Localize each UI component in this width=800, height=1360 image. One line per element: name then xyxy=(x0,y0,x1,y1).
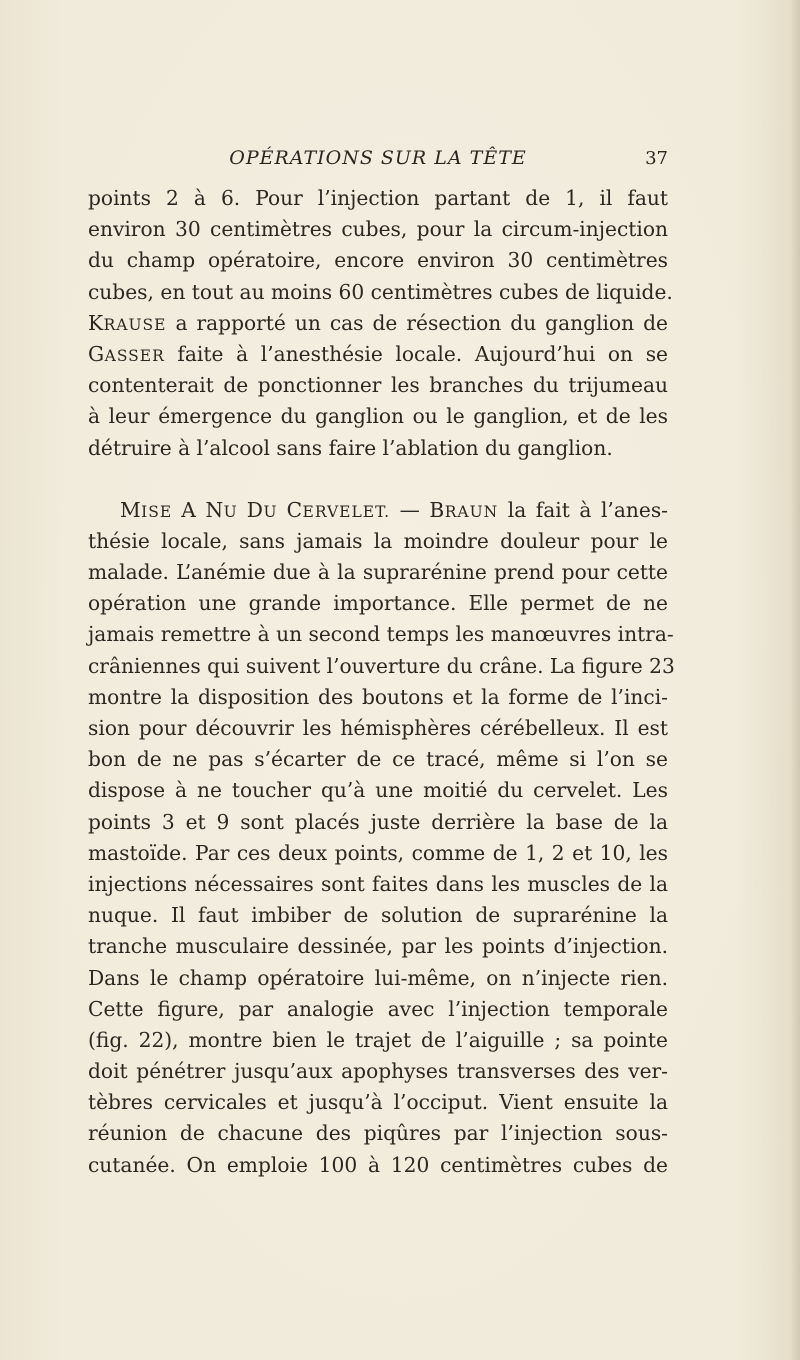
text-line: (fig. 22), montre bien le trajet de l’aiguille ; sa pointe xyxy=(88,1027,668,1052)
page-edge-shadow xyxy=(790,0,800,1360)
text-line: opération une grande importance. Elle permet de ne xyxy=(88,591,668,616)
author-name-braun: BRAUN xyxy=(429,497,499,522)
text-line: crâniennes qui suivent l’ouverture du crâne. La figure 23 xyxy=(88,653,675,678)
text-line: montre la disposition des boutons et la forme de l’inci- xyxy=(88,684,668,709)
text-segment: faite à l’anesthésie locale. Aujourd’hui on se xyxy=(164,341,668,366)
text-line: à leur émergence du ganglion ou le ganglion, et de les xyxy=(88,404,668,429)
text-line: contenterait de ponctionner les branches du trijumeau xyxy=(88,373,668,398)
text-line: bon de ne pas s’écarter de ce tracé, même si l’on se xyxy=(88,747,668,772)
text-line: Cette figure, par analogie avec l’injection temporale xyxy=(88,996,668,1021)
text-line: cubes, en tout au moins 60 centimètres cubes de liquide. xyxy=(88,279,673,304)
running-head xyxy=(88,143,668,173)
text-line xyxy=(88,308,668,339)
page-number: 37 xyxy=(645,148,668,169)
text-line: tèbres cervicales et jusqu’à l’occiput. Vient ensuite la xyxy=(88,1090,668,1115)
section-heading-line xyxy=(88,495,668,526)
text-line: nuque. Il faut imbiber de solution de suprarénine la xyxy=(88,903,668,928)
text-line: environ 30 centimètres cubes, pour la circum-injection xyxy=(88,217,668,242)
text-line: injections nécessaires sont faites dans les muscles de la xyxy=(88,871,668,896)
text-line: dispose à ne toucher qu’à une moitié du cervelet. Les xyxy=(88,778,668,803)
text-line: Dans le champ opératoire lui-même, on n’injecte rien. xyxy=(88,965,668,990)
running-title: OPÉRATIONS SUR LA TÊTE xyxy=(229,147,527,169)
text-segment: la fait à l’anes- xyxy=(498,497,669,522)
text-segment: a rapporté un cas de résection du ganglion de xyxy=(166,310,668,335)
author-name-krause: KRAUSE xyxy=(88,310,167,335)
text-line xyxy=(88,339,668,370)
text-line: tranche musculaire dessinée, par les points d’injection. xyxy=(88,934,668,959)
text-line: détruire à l’alcool sans faire l’ablation du ganglion. xyxy=(88,435,613,460)
text-line: mastoïde. Par ces deux points, comme de 1, 2 et 10, les xyxy=(88,840,668,865)
text-line: cutanée. On emploie 100 à 120 centimètres cubes de xyxy=(88,1152,668,1177)
text-line: réunion de chacune des piqûres par l’injection sous- xyxy=(88,1121,668,1146)
text-line: points 3 et 9 sont placés juste derrière la base de la xyxy=(88,809,668,834)
paragraph-gap xyxy=(88,464,668,495)
text-line: points 2 à 6. Pour l’injection partant de 1, il faut xyxy=(88,186,668,210)
text-line: jamais remettre à un second temps les manœuvres intra- xyxy=(88,622,674,647)
em-dash: — xyxy=(390,497,430,522)
text-line: thésie locale, sans jamais la moindre douleur pour le xyxy=(88,528,668,553)
text-line: malade. L’anémie due à la suprarénine prend pour cette xyxy=(88,560,668,585)
body-text xyxy=(88,183,675,1181)
text-line: du champ opératoire, encore environ 30 centimètres xyxy=(88,248,668,273)
text-line: doit pénétrer jusqu’aux apophyses transverses des ver- xyxy=(88,1059,668,1084)
author-name-gasser: GASSER xyxy=(88,341,165,366)
section-heading: MISE A NU DU CERVELET. xyxy=(120,497,391,522)
text-line: sion pour découvrir les hémisphères cérébelleux. Il est xyxy=(88,716,668,740)
